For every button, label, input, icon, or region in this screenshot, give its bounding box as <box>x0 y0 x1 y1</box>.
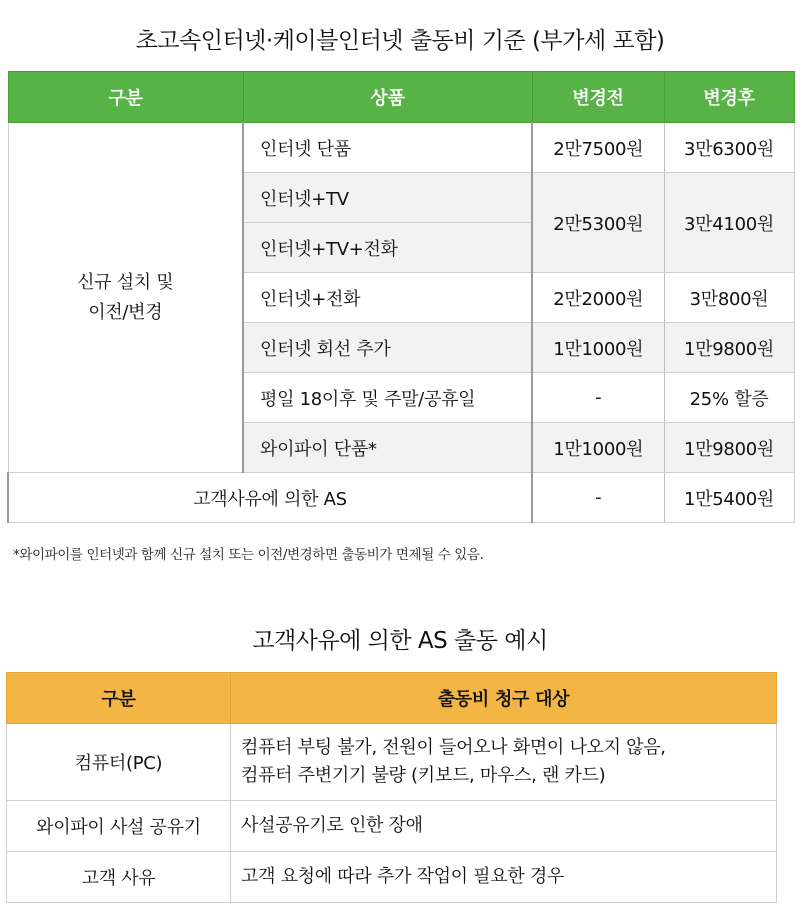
description-cell: 고객 요청에 따라 추가 작업이 필요한 경우 <box>231 852 777 903</box>
header-charge-target: 출동비 청구 대상 <box>231 673 777 724</box>
table-row <box>7 852 777 903</box>
header-before: 변경전 <box>532 72 664 123</box>
price-before: 2만7500원 <box>532 123 664 173</box>
price-after: 3만800원 <box>664 273 794 323</box>
price-before: - <box>532 373 664 423</box>
product-cell: 인터넷+TV <box>243 173 532 223</box>
description-line: 컴퓨터 부팅 불가, 전원이 들어오나 화면이 나오지 않음, <box>241 737 666 758</box>
table-row <box>7 724 777 801</box>
product-cell: 와이파이 단품* <box>243 423 532 473</box>
header-product: 상품 <box>243 72 532 123</box>
description-cell <box>231 724 777 801</box>
table-header-row <box>8 72 794 123</box>
price-after: 25% 할증 <box>664 373 794 423</box>
product-cell: 인터넷 단품 <box>243 123 532 173</box>
as-row-label: 고객사유에 의한 AS <box>8 473 532 523</box>
footnote: *와이파이를 인터넷과 함께 신규 설치 또는 이전/변경하면 출동비가 면제될 수 있음. <box>13 547 484 563</box>
table-header-row <box>7 673 777 724</box>
header-after: 변경후 <box>664 72 794 123</box>
price-before: 1만1000원 <box>532 323 664 373</box>
category-new-install-label: 신규 설치 및 이전/변경 <box>77 271 174 323</box>
category-cell: 고객 사유 <box>7 852 231 903</box>
price-after: 3만6300원 <box>664 123 794 173</box>
product-cell: 인터넷 회선 추가 <box>243 323 532 373</box>
header-category: 구분 <box>8 72 243 123</box>
price-after: 3만4100원 <box>664 173 794 273</box>
product-cell: 인터넷+TV+전화 <box>243 223 532 273</box>
price-before: 1만1000원 <box>532 423 664 473</box>
table-row <box>8 123 794 173</box>
price-after: 1만9800원 <box>664 323 794 373</box>
table-row <box>7 801 777 852</box>
header-category: 구분 <box>7 673 231 724</box>
price-before: 2만2000원 <box>532 273 664 323</box>
description-cell: 사설공유기로 인한 장애 <box>231 801 777 852</box>
as-examples-title: 고객사유에 의한 AS 출동 예시 <box>252 628 548 654</box>
table-row <box>8 473 794 523</box>
fee-table-title: 초고속인터넷·케이블인터넷 출동비 기준 (부가세 포함) <box>135 28 665 54</box>
as-examples-table <box>6 672 777 903</box>
price-before: 2만5300원 <box>532 173 664 273</box>
category-cell: 와이파이 사설 공유기 <box>7 801 231 852</box>
dispatch-fee-table <box>7 71 795 523</box>
description-line: 컴퓨터 주변기기 불량 (키보드, 마우스, 랜 카드) <box>241 765 606 786</box>
price-after: 1만9800원 <box>664 423 794 473</box>
price-before: - <box>532 473 664 523</box>
category-new-install <box>8 123 243 473</box>
product-cell: 인터넷+전화 <box>243 273 532 323</box>
category-cell: 컴퓨터(PC) <box>7 724 231 801</box>
product-cell: 평일 18이후 및 주말/공휴일 <box>243 373 532 423</box>
price-after: 1만5400원 <box>664 473 794 523</box>
